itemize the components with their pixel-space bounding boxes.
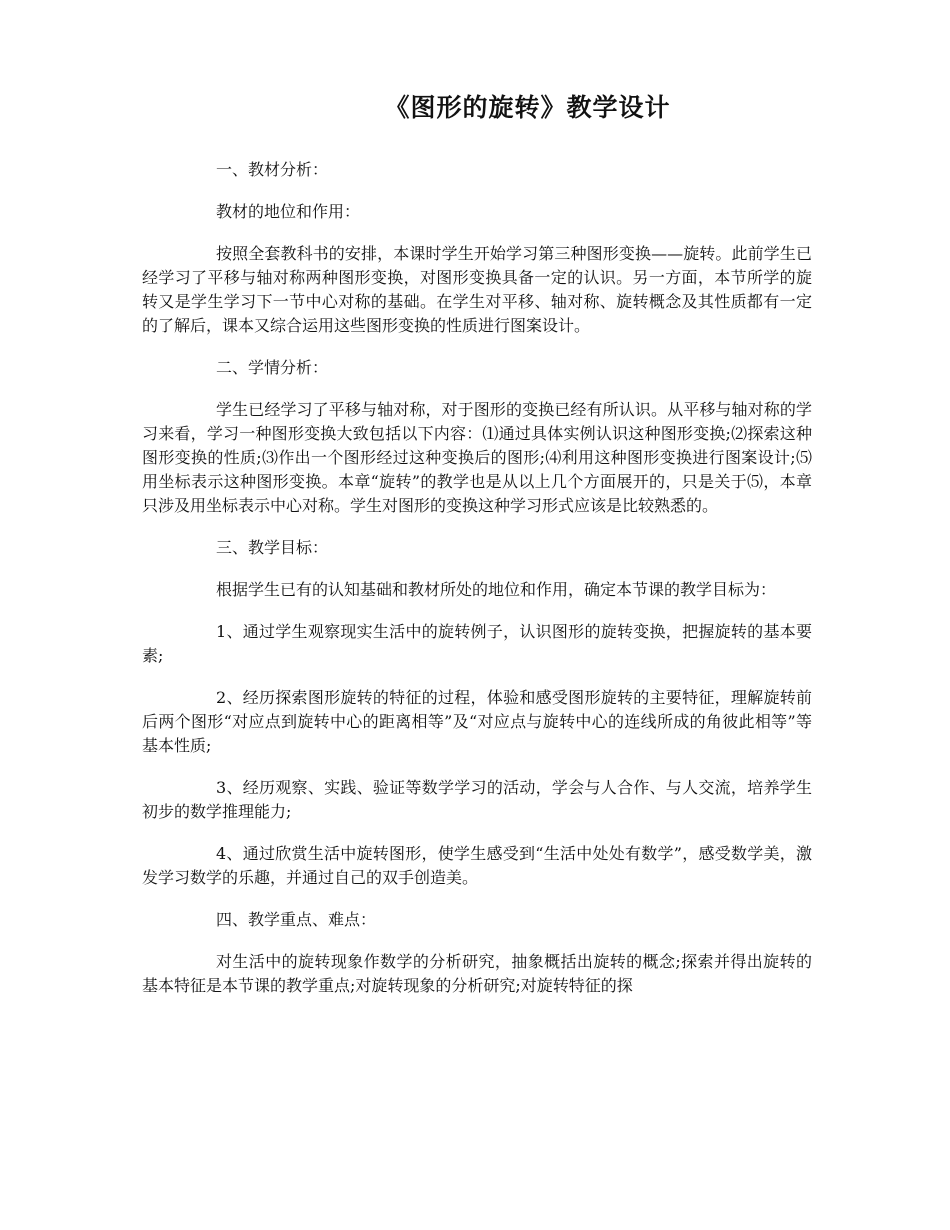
goal-item-2: 2、经历探索图形旋转的特征的过程，体验和感受图形旋转的主要特征，理解旋转前后两个图形“对应点到旋转中心的距离相等”及“对应点与旋转中心的连线所成的角彼此相等”等基本性质; — [142, 688, 812, 755]
section-heading-materials: 一、教材分析： — [216, 160, 329, 179]
paragraph-students: 学生已经学习了平移与轴对称，对于图形的变换已经有所认识。从平移与轴对称的学习来看，学习一种图形变换大致包括以下内容：⑴通过具体实例认识这种图形变换;⑵探索这种图形变换的性质;⑶作出一个图形经过这种变换后的图形;⑷利用这种图形变换进行图案设计;⑸用坐标表示这种图形变换。本章“旋转”的教学也是从以上几个方面展开的，只是关于⑸，本章只涉及用坐标表示中心对称。学生对图形的变换这种学习形式应该是比较熟悉的。 — [142, 400, 812, 515]
section-heading-keypoints: 四、教学重点、难点： — [216, 910, 377, 929]
goal-item-3: 3、经历观察、实践、验证等数学学习的活动，学会与人合作、与人交流，培养学生初步的数学推理能力; — [142, 778, 812, 821]
document-body — [142, 158, 812, 1016]
goal-item-1: 1、通过学生观察现实生活中的旋转例子，认识图形的旋转变换，把握旋转的基本要素; — [142, 622, 812, 665]
section-heading-students: 二、学情分析： — [216, 358, 329, 377]
goal-item-4: 4、通过欣赏生活中旋转图形，使学生感受到“生活中处处有数学”，感受数学美，激发学习数学的乐趣，并通过自己的双手创造美。 — [142, 844, 812, 887]
paragraph-keypoints: 对生活中的旋转现象作数学的分析研究，抽象概括出旋转的概念;探索并得出旋转的基本特征是本节课的教学重点;对旋转现象的分析研究;对旋转特征的探 — [142, 952, 812, 995]
section-heading-goals: 三、教学目标： — [216, 538, 329, 557]
subheading-role: 教材的地位和作用： — [216, 202, 361, 221]
paragraph-materials: 按照全套教科书的安排，本课时学生开始学习第三种图形变换——旋转。此前学生已经学习了平移与轴对称两种图形变换，对图形变换具备一定的认识。另一方面，本节所学的旋转又是学生学习下一节中心对称的基础。在学生对平移、轴对称、旋转概念及其性质都有一定的了解后，课本又综合运用这些图形变换的性质进行图案设计。 — [142, 244, 812, 335]
document-title: 《图形的旋转》教学设计 — [384, 93, 671, 122]
paragraph-goals-intro: 根据学生已有的认知基础和教材所处的地位和作用，确定本节课的教学目标为： — [216, 580, 777, 599]
